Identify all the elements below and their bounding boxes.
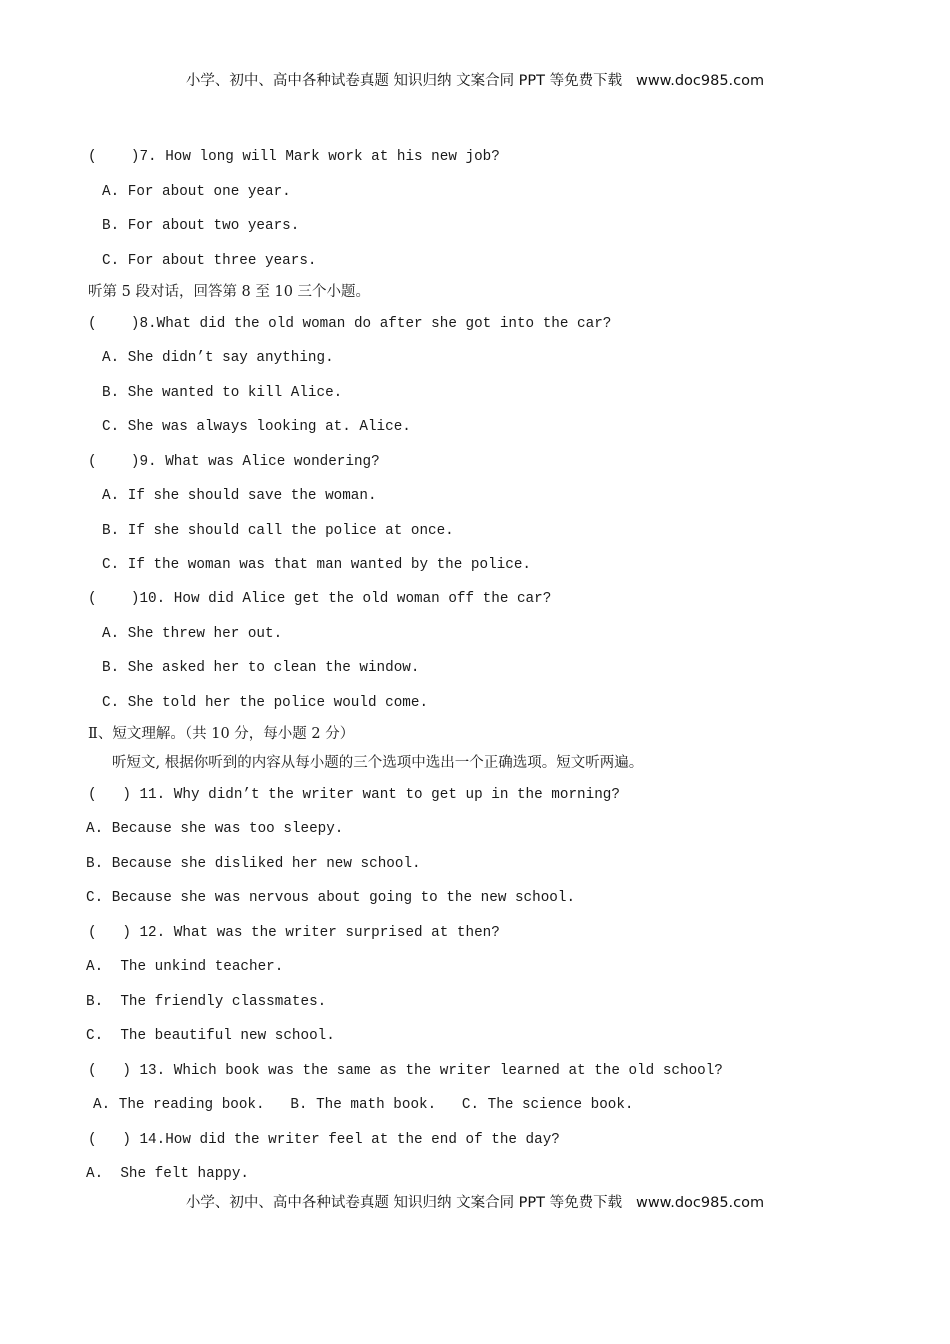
q12-option-c: C. The beautiful new school. xyxy=(86,1028,335,1044)
q7-option-a: A. For about one year. xyxy=(102,184,291,200)
q11-option-c: C. Because she was nervous about going to the new school. xyxy=(86,890,576,906)
section-instruction-5: 听第 5 段对话，回答第 8 至 10 三个小题。 xyxy=(88,284,371,300)
question-13: ( ) 13. Which book was the same as the writer learned at the old school? xyxy=(88,1063,723,1079)
question-12: ( ) 12. What was the writer surprised at then? xyxy=(88,925,500,941)
question-9: ( )9. What was Alice wondering? xyxy=(88,454,380,470)
q7-option-b: B. For about two years. xyxy=(102,218,300,234)
section-2-heading: Ⅱ、短文理解。（共 10 分，每小题 2 分） xyxy=(88,726,355,742)
question-8: ( )8.What did the old woman do after she got into the car? xyxy=(88,316,612,332)
q11-option-b: B. Because she disliked her new school. xyxy=(86,856,421,872)
q8-option-b: B. She wanted to kill Alice. xyxy=(102,385,343,401)
q8-option-c: C. She was always looking at. Alice. xyxy=(102,419,411,435)
question-7: ( )7. How long will Mark work at his new job? xyxy=(88,149,500,165)
q14-option-a: A. She felt happy. xyxy=(86,1166,250,1182)
q10-option-a: A. She threw her out. xyxy=(102,626,283,642)
page-header: 小学、初中、高中各种试卷真题 知识归纳 文案合同 PPT 等免费下载 www.doc985.com xyxy=(185,73,765,89)
q13-options: A. The reading book. B. The math book. C. The science book. xyxy=(93,1097,634,1113)
question-11: ( ) 11. Why didn’t the writer want to get up in the morning? xyxy=(88,787,620,803)
section-2-instruction: 听短文, 根据你听到的内容从每小题的三个选项中选出一个正确选项。短文听两遍。 xyxy=(112,755,644,771)
q12-option-a: A. The unkind teacher. xyxy=(86,959,284,975)
question-10: ( )10. How did Alice get the old woman off the car? xyxy=(88,591,552,607)
question-14: ( ) 14.How did the writer feel at the end of the day? xyxy=(88,1132,560,1148)
q8-option-a: A. She didn’t say anything. xyxy=(102,350,334,366)
q11-option-a: A. Because she was too sleepy. xyxy=(86,821,344,837)
q10-option-b: B. She asked her to clean the window. xyxy=(102,660,420,676)
page-footer: 小学、初中、高中各种试卷真题 知识归纳 文案合同 PPT 等免费下载 www.doc985.com xyxy=(185,1195,765,1211)
q10-option-c: C. She told her the police would come. xyxy=(102,695,429,711)
q7-option-c: C. For about three years. xyxy=(102,253,317,269)
q12-option-b: B. The friendly classmates. xyxy=(86,994,327,1010)
q9-option-c: C. If the woman was that man wanted by the police. xyxy=(102,557,531,573)
q9-option-a: A. If she should save the woman. xyxy=(102,488,377,504)
q9-option-b: B. If she should call the police at once. xyxy=(102,523,454,539)
